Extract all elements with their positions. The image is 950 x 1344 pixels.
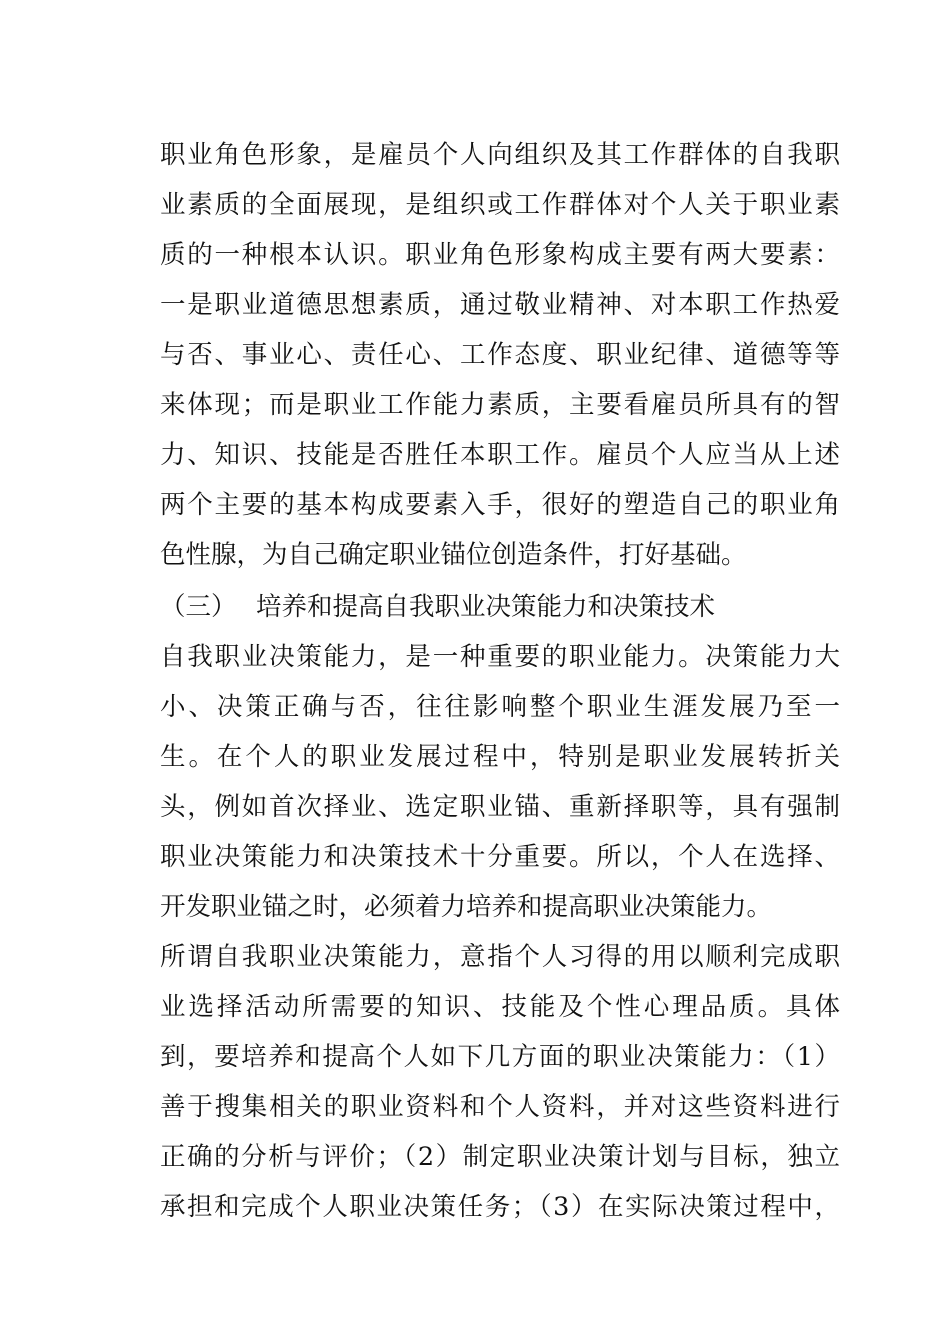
text-line: 到，要培养和提高个人如下几方面的职业决策能力：（1） <box>160 1042 840 1072</box>
text-line: 头，例如首次择业、选定职业锚、重新择职等，具有强制 <box>160 792 840 822</box>
paragraph-decision-definition <box>160 932 840 1232</box>
text-line: 承担和完成个人职业决策任务；（3）在实际决策过程中， <box>160 1192 840 1222</box>
text-line: 小、决策正确与否，往往影响整个职业生涯发展乃至一 <box>160 692 840 722</box>
text-line: 开发职业锚之时，必须着力培养和提高职业决策能力。 <box>160 892 773 922</box>
section-title: 培养和提高自我职业决策能力和决策技术 <box>256 592 716 622</box>
text-line: 与否、事业心、责任心、工作态度、职业纪律、道德等等 <box>160 340 840 370</box>
text-line: 职业决策能力和决策技术十分重要。所以，个人在选择、 <box>160 842 840 872</box>
text-line: 色性腺，为自己确定职业锚位创造条件，打好基础。 <box>160 540 747 570</box>
section-number: （三） <box>160 592 237 622</box>
text-line: 善于搜集相关的职业资料和个人资料，并对这些资料进行 <box>160 1092 840 1122</box>
text-line: 力、知识、技能是否胜任本职工作。雇员个人应当从上述 <box>160 440 840 470</box>
text-line: 自我职业决策能力，是一种重要的职业能力。决策能力大 <box>160 642 840 672</box>
text-line: 正确的分析与评价；（2）制定职业决策计划与目标，独立 <box>160 1142 840 1172</box>
text-line: 一是职业道德思想素质，通过敬业精神、对本职工作热爱 <box>160 290 840 320</box>
text-line: 业选择活动所需要的知识、技能及个性心理品质。具体 <box>160 992 840 1022</box>
text-line: 来体现；而是职业工作能力素质，主要看雇员所具有的智 <box>160 390 840 420</box>
text-line: 所谓自我职业决策能力，意指个人习得的用以顺利完成职 <box>160 942 840 972</box>
text-line: 质的一种根本认识。职业角色形象构成主要有两大要素： <box>160 240 840 270</box>
section-heading <box>160 582 840 632</box>
text-line: 职业角色形象，是雇员个人向组织及其工作群体的自我职 <box>160 140 840 170</box>
text-line: 生。在个人的职业发展过程中，特别是职业发展转折关 <box>160 742 840 772</box>
paragraph-career-role-image <box>160 130 840 580</box>
text-line: 两个主要的基本构成要素入手，很好的塑造自己的职业角 <box>160 490 840 520</box>
text-line: 业素质的全面展现，是组织或工作群体对个人关于职业素 <box>160 190 840 220</box>
paragraph-decision-ability <box>160 632 840 932</box>
